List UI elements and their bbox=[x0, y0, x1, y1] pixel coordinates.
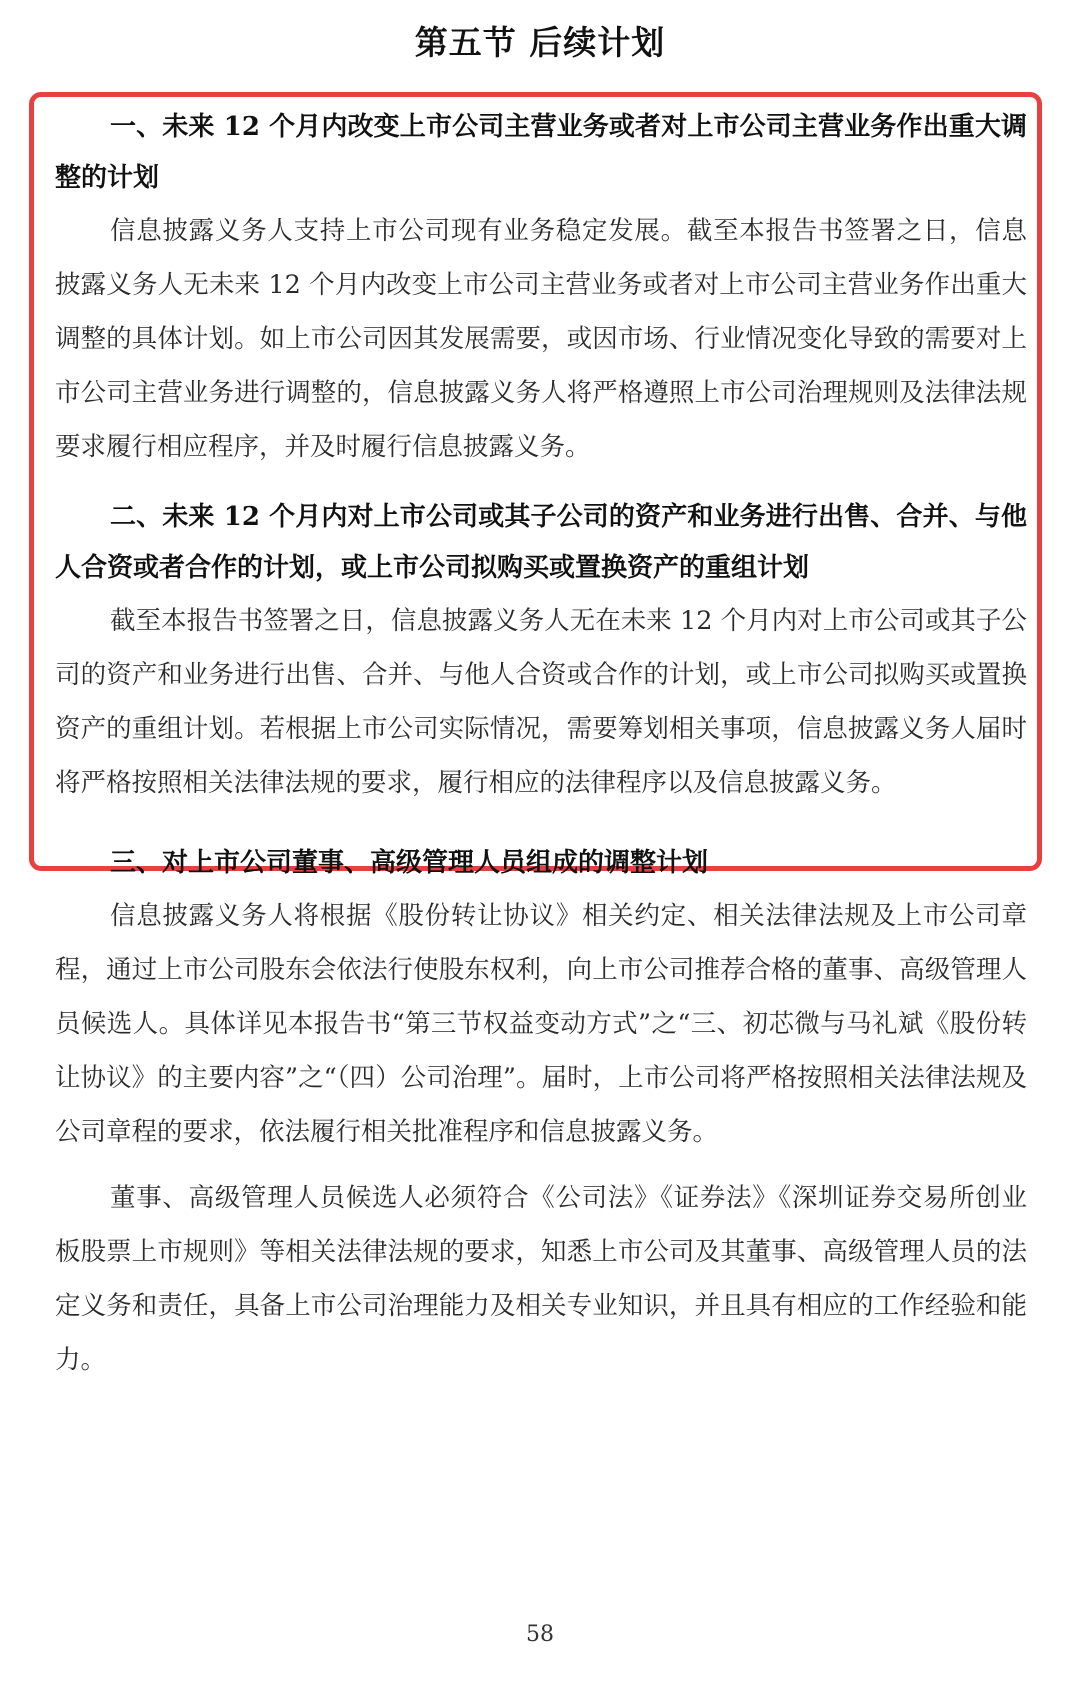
section-heading-2: 二、未来 12 个月内对上市公司或其子公司的资产和业务进行出售、合并、与他人合资或者合作的计划，或上市公司拟购买或置换资产的重组计划 bbox=[55, 502, 1027, 583]
section-paragraph-4: 董事、高级管理人员候选人必须符合《公司法》《证券法》《深圳证券交易所创业板股票上市规则》等相关法律法规的要求，知悉上市公司及其董事、高级管理人员的法定义务和责任，具备上市公司治理能力及相关专业知识，并且具有相应的工作经验和能力。 bbox=[55, 1183, 1027, 1375]
page-number: 58 bbox=[526, 1622, 554, 1647]
page-title: 第五节 后续计划 bbox=[414, 23, 666, 62]
section-heading-1: 一、未来 12 个月内改变上市公司主营业务或者对上市公司主营业务作出重大调整的计划 bbox=[55, 112, 1027, 193]
section-paragraph-1: 信息披露义务人支持上市公司现有业务稳定发展。截至本报告书签署之日，信息披露义务人无未来 12 个月内改变上市公司主营业务或者对上市公司主营业务作出重大调整的具体计划。如上市公司因其发展需要，或因市场、行业情况变化导致的需要对上市公司主营业务进行调整的，信息披露义务人将严格遵照上市公司治理规则及法律法规要求履行相应程序，并及时履行信息披露义务。 bbox=[55, 216, 1027, 462]
section-heading-3: 三、对上市公司董事、高级管理人员组成的调整计划 bbox=[110, 848, 709, 878]
document-body bbox=[55, 102, 1027, 1387]
section-paragraph-3: 信息披露义务人将根据《股份转让协议》相关约定、相关法律法规及上市公司章程，通过上市公司股东会依法行使股东权利，向上市公司推荐合格的董事、高级管理人员候选人。具体详见本报告书“第三节权益变动方式”之“三、初芯微与马礼斌《股份转让协议》的主要内容”之“（四）公司治理”。届时，上市公司将严格按照相关法律法规及公司章程的要求，依法履行相关批准程序和信息披露义务。 bbox=[55, 901, 1027, 1147]
section-paragraph-2: 截至本报告书签署之日，信息披露义务人无在未来 12 个月内对上市公司或其子公司的资产和业务进行出售、合并、与他人合资或合作的计划，或上市公司拟购买或置换资产的重组计划。若根据上市公司实际情况，需要筹划相关事项，信息披露义务人届时将严格按照相关法律法规的要求，履行相应的法律程序以及信息披露义务。 bbox=[55, 606, 1027, 798]
